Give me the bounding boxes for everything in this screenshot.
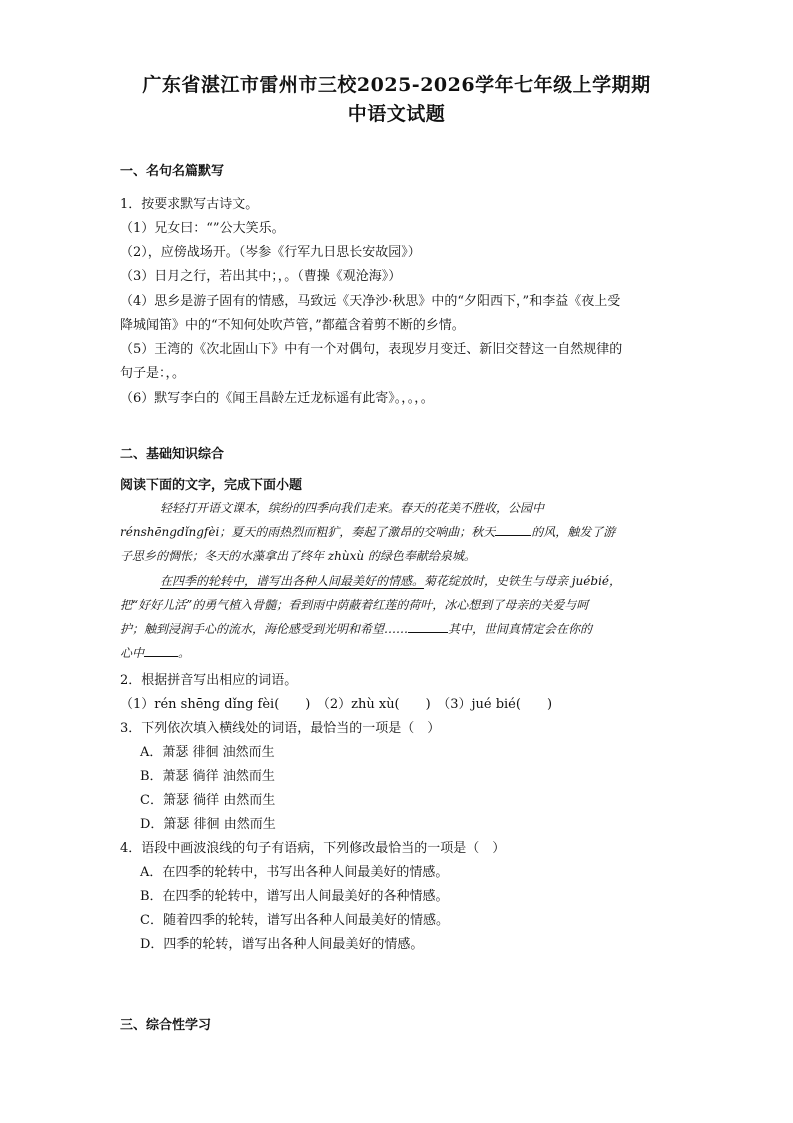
passage-text: 的风，触发了游 <box>531 525 616 539</box>
fill-blank <box>408 620 448 633</box>
q4-option-c: C．随着四季的轮转，谱写出各种人间最美好的情感。 <box>140 913 449 928</box>
section-heading-1: 一、名句名篇默写 <box>120 164 225 179</box>
passage-line <box>120 644 190 661</box>
q1-item-5a: （5）王湾的《次北固山下》中有一个对偶句，表现岁月变迁、新旧交替这一自然规律的 <box>120 342 623 357</box>
q2-items: （1）rén shēng dǐng fèi( ) （2）zhù xù( ) （3）jué bié( ) <box>120 697 553 712</box>
passage-line <box>160 572 621 589</box>
reading-heading: 阅读下面的文字，完成下面小题 <box>120 478 303 493</box>
q3-option-c: C．箫瑟 徜徉 由然而生 <box>140 793 276 808</box>
q1-item-1: （1）兄女曰：“”公大笑乐。 <box>120 221 285 236</box>
exam-title-line2: 中语文试题 <box>347 103 446 125</box>
q1-stem: 1．按要求默写古诗文。 <box>120 197 259 212</box>
q4-stem: 4．语段中画波浪线的句子有语病，下列修改最恰当的一项是（ ） <box>120 841 506 856</box>
q3-option-a: A．萧瑟 徘徊 油然而生 <box>140 745 275 760</box>
q4-option-d: D．四季的轮转，谱写出各种人间最美好的情感。 <box>140 937 424 952</box>
wavy-underlined-sentence: 在四季的轮转中，谱写出各种人间最美好的情感。 <box>160 574 425 588</box>
q3-stem: 3．下列依次填入横线处的词语，最恰当的一项是（ ） <box>120 721 441 736</box>
q4-option-a: A．在四季的轮转中，书写出各种人间最美好的情感。 <box>140 865 449 880</box>
q4-option-b: B．在四季的轮转中，谱写出人间最美好的各种情感。 <box>140 889 449 904</box>
fill-blank <box>144 644 178 657</box>
passage-line <box>120 620 592 637</box>
q1-item-4b: 降城闻笛》中的“不知何处吹芦管，”都蕴含着剪不断的乡情。 <box>120 318 465 333</box>
q1-item-5b: 句子是：，。 <box>120 366 186 381</box>
passage-text: 心中 <box>120 646 145 660</box>
passage-line: 子思乡的惆怅；冬天的水藻拿出了终年 zhùxù 的绿色奉献给泉城。 <box>120 549 476 563</box>
passage-line <box>120 523 615 540</box>
passage-line: 轻轻打开语文课本，缤纷的四季向我们走来。春天的花美不胜收，公园中 <box>160 501 545 515</box>
q3-option-d: D．箫瑟 徘徊 由然而生 <box>140 817 276 832</box>
passage-text: 护；触到浸润手心的流水，海伦感受到光明和希望…… <box>120 622 409 636</box>
q2-stem: 2．根据拼音写出相应的词语。 <box>120 673 298 688</box>
passage-text: rénshēngdǐngfèi；夏天的雨热烈而粗犷，奏起了激昂的交响曲；秋天 <box>120 525 496 539</box>
exam-title-line1: 广东省湛江市雷州市三校2025-2026学年七年级上学期期 <box>142 74 651 96</box>
passage-line: 把“好好儿活”的勇气植入骨髓；看到雨中荫蔽着红莲的荷叶，冰心想到了母亲的关爱与呵 <box>120 598 589 612</box>
section-heading-2: 二、基础知识综合 <box>120 447 225 462</box>
passage-text: 菊花绽放时，史铁生与母亲 juébié， <box>424 574 622 588</box>
q1-item-4a: （4）思乡是游子固有的情感，马致远《天净沙·秋思》中的“夕阳西下，”和李益《夜上受 <box>120 294 621 309</box>
passage-text: 其中，世间真情定会在你的 <box>448 622 593 636</box>
passage-text: 。 <box>178 646 191 660</box>
q1-item-3: （3）日月之行，若出其中；，。（曹操《观沧海》） <box>120 269 402 284</box>
q3-option-b: B．萧瑟 徜徉 油然而生 <box>140 769 275 784</box>
section-heading-3: 三、综合性学习 <box>120 1018 212 1033</box>
q1-item-6: （6）默写李白的《闻王昌龄左迁龙标遥有此寄》。，。，。 <box>120 391 434 406</box>
q1-item-2: （2），应傍战场开。（岑参《行军九日思长安故园》） <box>120 245 421 260</box>
fill-blank <box>495 523 531 536</box>
